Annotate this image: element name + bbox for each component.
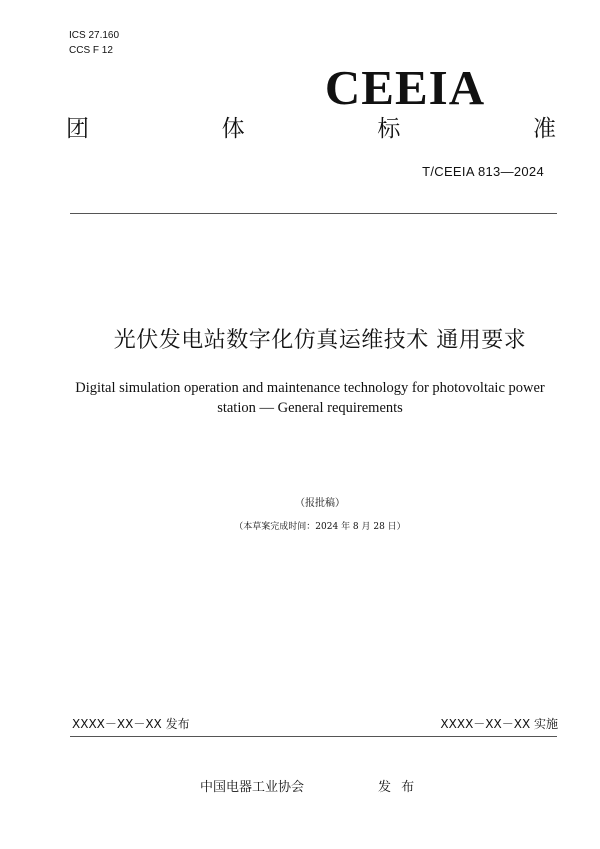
standard-number: T/CEEIA 813—2024: [422, 164, 544, 179]
draft-stage: （报批稿）: [295, 498, 345, 509]
issuer-name: 中国电器工业协会: [200, 780, 305, 795]
title-chinese: 光伏发电站数字化仿真运维技术 通用要求: [113, 328, 527, 353]
standard-type-char: 标: [377, 116, 401, 142]
issue-action: 发 布: [378, 780, 415, 795]
ccs-code: CCS F 12: [69, 45, 113, 56]
title-english: Digital simulation operation and maintenance technology for photovoltaic power station — General requirements: [75, 380, 545, 416]
draft-completion-date: （本草案完成时间：2024 年 8 月 28 日）: [234, 522, 406, 532]
publish-date: XXXX－XX－XX 发布: [72, 717, 190, 731]
standard-type: [66, 114, 556, 144]
standard-type-char: 团: [66, 116, 89, 142]
standard-type-char: 体: [221, 116, 245, 142]
footer-divider: [70, 736, 557, 737]
header-divider: [70, 213, 557, 214]
ceeia-logo: CEEIA: [324, 60, 486, 115]
classification-codes: [69, 28, 119, 58]
ics-code: ICS 27.160: [69, 30, 120, 41]
standard-type-char: 准: [532, 116, 556, 142]
implement-date: XXXX－XX－XX 实施: [440, 717, 558, 731]
